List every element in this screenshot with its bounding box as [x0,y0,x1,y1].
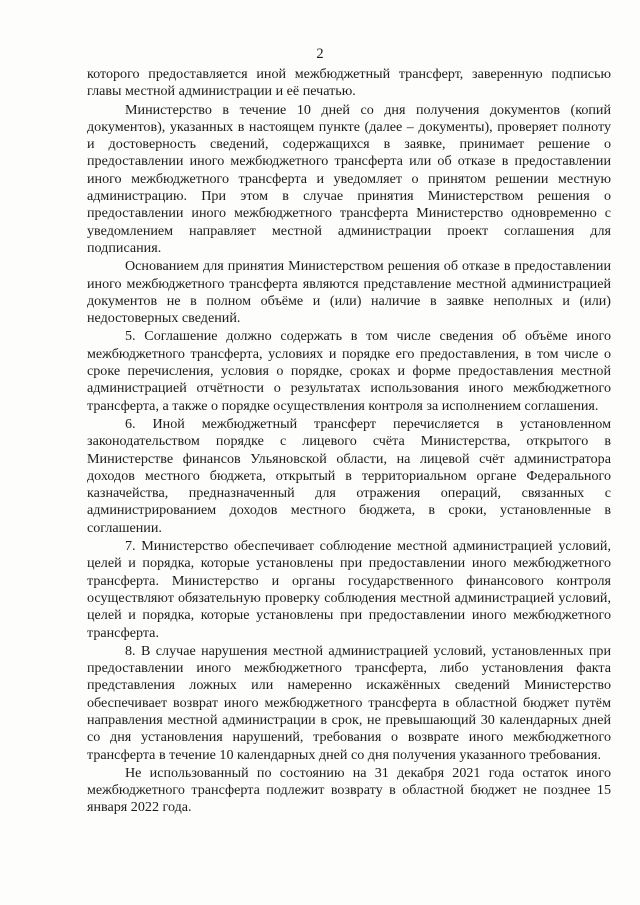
paragraph-item-6: 6. Иной межбюджетный трансферт перечисляется в установленном законодательством порядке с лицевого счёта Министерства, открытого в Министерстве финансов Ульяновской области, на лицевой счёт администратора доходов местного бюджета, открытый в территориальном органе Федерального казначейства, предназначенный для отражения операций, связанных с администрированием доходов местного бюджета, в сроки, установленные в соглашении. [87,415,611,536]
document-body [87,66,611,817]
paragraph-unused-balance: Не использованный по состоянию на 31 декабря 2021 года остаток иного межбюджетного трансферта подлежит возврату в областной бюджет не позднее 15 января 2022 года. [87,764,611,816]
paragraph-continuation: которого предоставляется иной межбюджетный трансферт, заверенную подписью главы местной администрации и её печатью. [87,66,611,100]
page-number: 2 [316,46,324,62]
paragraph-item-7: 7. Министерство обеспечивает соблюдение местной администрацией условий, целей и порядка, которые установлены при предоставлении иного межбюджетного трансферта. Министерство и органы государственного финансового контроля осуществляют обязательную проверку соблюдения местной администрацией условий, целей и порядка, которые установлены при предоставлении иного межбюджетного трансферта. [87,538,611,641]
paragraph-refusal-grounds: Основанием для принятия Министерством решения об отказе в предоставлении иного межбюджетного трансферта являются представление местной администрацией документов не в полном объёме и (или) наличие в заявке неполных и (или) недостоверных сведений. [87,258,611,327]
paragraph-ministry-review: Министерство в течение 10 дней со дня получения документов (копий документов), указанных в настоящем пункте (далее – документы), проверяет полноту и достоверность сведений, содержащихся в заявке, принимает решение о предоставлении иного межбюджетного трансферта или об отказе в предоставлении иного межбюджетного трансферта и уведомляет о принятом решении местную администрацию. При этом в случае принятия Министерством решения о предоставлении иного межбюджетного трансферта Министерство одновременно с уведомлением направляет местной администрации проект соглашения для подписания. [87,101,611,256]
paragraph-item-8: 8. В случае нарушения местной администрацией условий, установленных при предоставлении иного межбюджетного трансферта, либо установления факта представления ложных или намеренно искажённых сведений Министерство обеспечивает возврат иного межбюджетного трансферта в областной бюджет путём направления местной администрации в срок, не превышающий 30 календарных дней со дня установления нарушений, требования о возврате иного межбюджетного трансферта в течение 10 календарных дней со дня получения указанного требования. [87,642,611,763]
paragraph-item-5: 5. Соглашение должно содержать в том числе сведения об объёме иного межбюджетного трансферта, условиях и порядке его предоставления, в том числе о сроке перечисления, условия о порядке, сроках и форме предоставления местной администрацией отчётности о результатах использования иного межбюджетного трансферта, а также о порядке осуществления контроля за исполнением соглашения. [87,328,611,414]
